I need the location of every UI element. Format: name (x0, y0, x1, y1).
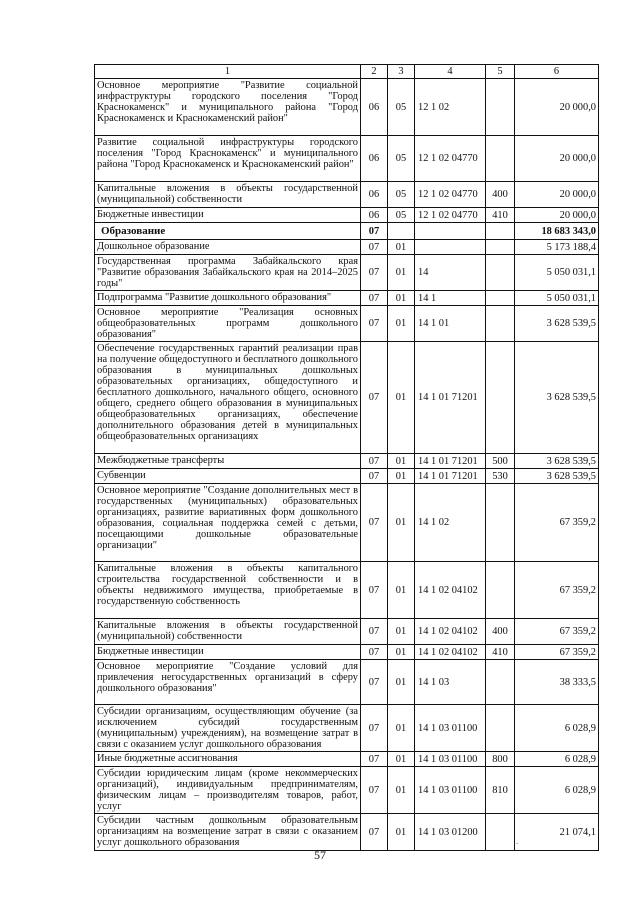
target-article-cell: 14 1 01 (415, 306, 486, 342)
expense-type-cell: 800 (486, 752, 515, 767)
amount-cell: 67 359,2 (515, 562, 599, 619)
expense-type-cell (486, 705, 515, 752)
section-code-cell: 07 (361, 619, 388, 645)
subsection-code-cell: 01 (388, 562, 415, 619)
amount-cell: 20 000,0 (515, 208, 599, 223)
row-name-cell: Субвенции (95, 469, 361, 484)
table-row (95, 814, 599, 851)
target-article-cell: 14 1 02 04102 (415, 562, 486, 619)
table-row (95, 182, 599, 208)
table-row (95, 562, 599, 619)
table-row (95, 223, 599, 240)
table-row (95, 645, 599, 660)
target-article-cell: 14 1 02 (415, 484, 486, 562)
row-name-cell: Межбюджетные трансферты (95, 454, 361, 469)
amount-cell: 20 000,0 (515, 136, 599, 182)
expense-type-cell: 400 (486, 619, 515, 645)
subsection-code-cell: 01 (388, 342, 415, 454)
document-page (94, 64, 598, 851)
row-name-cell: Субсидии частным дошкольным образовательным организациям на возмещение затрат в связи с оказанием услуг дошкольного образования (95, 814, 361, 851)
expense-type-cell: 400 (486, 182, 515, 208)
header-cell: 1 (95, 65, 361, 79)
expense-type-cell (486, 255, 515, 291)
subsection-code-cell: 01 (388, 705, 415, 752)
expense-type-cell: 410 (486, 645, 515, 660)
row-name-cell: Капитальные вложения в объекты капитального строительства государственной собственности и в объекты недвижимого имущества, приобретаемые в государственную собственность (95, 562, 361, 619)
amount-cell: 20 000,0 (515, 182, 599, 208)
subsection-code-cell: 01 (388, 306, 415, 342)
table-row (95, 705, 599, 752)
row-name-cell: Бюджетные инвестиции (95, 645, 361, 660)
table-row (95, 454, 599, 469)
row-name-cell: Основное мероприятие "Создание условий для привлечения негосударственных организаций в сферу дошкольного образования" (95, 660, 361, 705)
subsection-code-cell: 01 (388, 767, 415, 814)
amount-cell: 18 683 343,0 (515, 223, 599, 240)
section-code-cell: 07 (361, 484, 388, 562)
section-code-cell: 07 (361, 814, 388, 851)
header-cell: 2 (361, 65, 388, 79)
section-code-cell: 07 (361, 469, 388, 484)
amount-cell: 38 333,5 (515, 660, 599, 705)
subsection-code-cell: 01 (388, 752, 415, 767)
section-code-cell: 06 (361, 208, 388, 223)
section-code-cell: 07 (361, 767, 388, 814)
target-article-cell: 14 (415, 255, 486, 291)
table-row (95, 291, 599, 306)
section-code-cell: 07 (361, 223, 388, 240)
header-cell: 3 (388, 65, 415, 79)
amount-cell: 67 359,2 (515, 484, 599, 562)
subsection-code-cell: 01 (388, 255, 415, 291)
expense-type-cell (486, 240, 515, 255)
section-code-cell: 06 (361, 182, 388, 208)
row-name-cell: Развитие социальной инфраструктуры городского поселения "Город Краснокаменск" и муниципального района "Город Краснокаменск и Краснокаменский район" (95, 136, 361, 182)
expense-type-cell (486, 660, 515, 705)
target-article-cell: 14 1 03 01100 (415, 705, 486, 752)
table-row (95, 136, 599, 182)
page-number: 57 (314, 848, 326, 862)
amount-cell: 3 628 539,5 (515, 469, 599, 484)
amount-cell: 3 628 539,5 (515, 306, 599, 342)
table-header-row (95, 65, 599, 79)
expense-type-cell (486, 291, 515, 306)
section-code-cell: 07 (361, 454, 388, 469)
section-code-cell: 06 (361, 136, 388, 182)
row-name-cell: Обеспечение государственных гарантий реализации прав на получение общедоступного и бесплатного дошкольного образования в муниципальных дошкольных образовательных организациях, общедоступного и бесплатного дошкольного, начального общего, основного общего, среднего общего образования в муниципальных общеобразовательных организациях, обеспечение дополнительного образования детей в муниципальных общеобразовательных организациях (95, 342, 361, 454)
amount-cell: 21 074,1 (515, 814, 599, 851)
section-code-cell: 06 (361, 79, 388, 136)
scan-speck: . (516, 836, 519, 846)
subsection-code-cell: 05 (388, 79, 415, 136)
expense-type-cell: 810 (486, 767, 515, 814)
target-article-cell: 14 1 03 (415, 660, 486, 705)
subsection-code-cell: 01 (388, 660, 415, 705)
row-name-cell: Подпрограмма "Развитие дошкольного образования" (95, 291, 361, 306)
amount-cell: 5 050 031,1 (515, 255, 599, 291)
expense-type-cell (486, 562, 515, 619)
subsection-code-cell: 01 (388, 484, 415, 562)
subsection-code-cell: 05 (388, 208, 415, 223)
row-name-cell: Иные бюджетные ассигнования (95, 752, 361, 767)
expense-type-cell (486, 306, 515, 342)
subsection-code-cell: 01 (388, 619, 415, 645)
table-row (95, 306, 599, 342)
amount-cell: 6 028,9 (515, 767, 599, 814)
target-article-cell: 12 1 02 04770 (415, 182, 486, 208)
target-article-cell (415, 240, 486, 255)
header-cell: 6 (515, 65, 599, 79)
target-article-cell: 14 1 02 04102 (415, 645, 486, 660)
table-row (95, 240, 599, 255)
row-name-cell: Основное мероприятие "Реализация основных общеобразовательных программ дошкольного образования" (95, 306, 361, 342)
subsection-code-cell: 05 (388, 136, 415, 182)
table-body (95, 65, 599, 851)
table-row (95, 255, 599, 291)
amount-cell: 3 628 539,5 (515, 454, 599, 469)
table-row (95, 484, 599, 562)
expense-type-cell (486, 136, 515, 182)
header-cell: 4 (415, 65, 486, 79)
subsection-code-cell: 01 (388, 469, 415, 484)
row-name-cell: Государственная программа Забайкальского края "Развитие образования Забайкальского края на 2014–2025 годы" (95, 255, 361, 291)
budget-table (94, 64, 599, 851)
target-article-cell: 12 1 02 (415, 79, 486, 136)
subsection-code-cell (388, 223, 415, 240)
subsection-code-cell: 01 (388, 814, 415, 851)
section-code-cell: 07 (361, 752, 388, 767)
amount-cell: 20 000,0 (515, 79, 599, 136)
table-row (95, 619, 599, 645)
row-name-cell: Субсидии юридическим лицам (кроме некоммерческих организаций), индивидуальным предпринимателям, физическим лицам – производителям товаров, работ, услуг (95, 767, 361, 814)
section-code-cell: 07 (361, 645, 388, 660)
table-row (95, 752, 599, 767)
section-code-cell: 07 (361, 705, 388, 752)
target-article-cell: 12 1 02 04770 (415, 208, 486, 223)
section-code-cell: 07 (361, 342, 388, 454)
row-name-cell: Образование (95, 223, 361, 240)
row-name-cell: Дошкольное образование (95, 240, 361, 255)
section-code-cell: 07 (361, 660, 388, 705)
row-name-cell: Бюджетные инвестиции (95, 208, 361, 223)
amount-cell: 6 028,9 (515, 752, 599, 767)
expense-type-cell (486, 342, 515, 454)
target-article-cell: 14 1 03 01200 (415, 814, 486, 851)
row-name-cell: Капитальные вложения в объекты государственной (муниципальной) собственности (95, 619, 361, 645)
table-row (95, 79, 599, 136)
expense-type-cell: 410 (486, 208, 515, 223)
table-row (95, 660, 599, 705)
section-code-cell: 07 (361, 291, 388, 306)
amount-cell: 67 359,2 (515, 645, 599, 660)
expense-type-cell: 530 (486, 469, 515, 484)
subsection-code-cell: 01 (388, 645, 415, 660)
subsection-code-cell: 05 (388, 182, 415, 208)
expense-type-cell (486, 814, 515, 851)
table-row (95, 208, 599, 223)
section-code-cell: 07 (361, 255, 388, 291)
table-row (95, 767, 599, 814)
target-article-cell: 14 1 (415, 291, 486, 306)
section-code-cell: 07 (361, 562, 388, 619)
header-cell: 5 (486, 65, 515, 79)
subsection-code-cell: 01 (388, 454, 415, 469)
target-article-cell: 14 1 02 04102 (415, 619, 486, 645)
expense-type-cell (486, 484, 515, 562)
expense-type-cell (486, 223, 515, 240)
amount-cell: 5 050 031,1 (515, 291, 599, 306)
target-article-cell: 14 1 03 01100 (415, 752, 486, 767)
section-code-cell: 07 (361, 306, 388, 342)
amount-cell: 3 628 539,5 (515, 342, 599, 454)
row-name-cell: Основное мероприятие "Развитие социальной инфраструктуры городского поселения "Город Краснокаменск" и муниципального района "Город Краснокаменск и Краснокаменский район" (95, 79, 361, 136)
row-name-cell: Основное мероприятие "Создание дополнительных мест в государственных (муниципальных) образовательных организациях, развитие вариативных форм дошкольного образования, социальная поддержка семей с детьми, посещающими дошкольные образовательные организации" (95, 484, 361, 562)
target-article-cell (415, 223, 486, 240)
target-article-cell: 14 1 03 01100 (415, 767, 486, 814)
target-article-cell: 14 1 01 71201 (415, 342, 486, 454)
amount-cell: 67 359,2 (515, 619, 599, 645)
amount-cell: 5 173 188,4 (515, 240, 599, 255)
target-article-cell: 14 1 01 71201 (415, 454, 486, 469)
row-name-cell: Капитальные вложения в объекты государственной (муниципальной) собственности (95, 182, 361, 208)
row-name-cell: Субсидии организациям, осуществляющим обучение (за исключением субсидий государственным (муниципальным) учреждениям), на возмещение затрат в связи с оказанием услуг дошкольного образования (95, 705, 361, 752)
target-article-cell: 12 1 02 04770 (415, 136, 486, 182)
table-row (95, 342, 599, 454)
subsection-code-cell: 01 (388, 291, 415, 306)
target-article-cell: 14 1 01 71201 (415, 469, 486, 484)
amount-cell: 6 028,9 (515, 705, 599, 752)
table-row (95, 469, 599, 484)
expense-type-cell: 500 (486, 454, 515, 469)
section-code-cell: 07 (361, 240, 388, 255)
expense-type-cell (486, 79, 515, 136)
subsection-code-cell: 01 (388, 240, 415, 255)
